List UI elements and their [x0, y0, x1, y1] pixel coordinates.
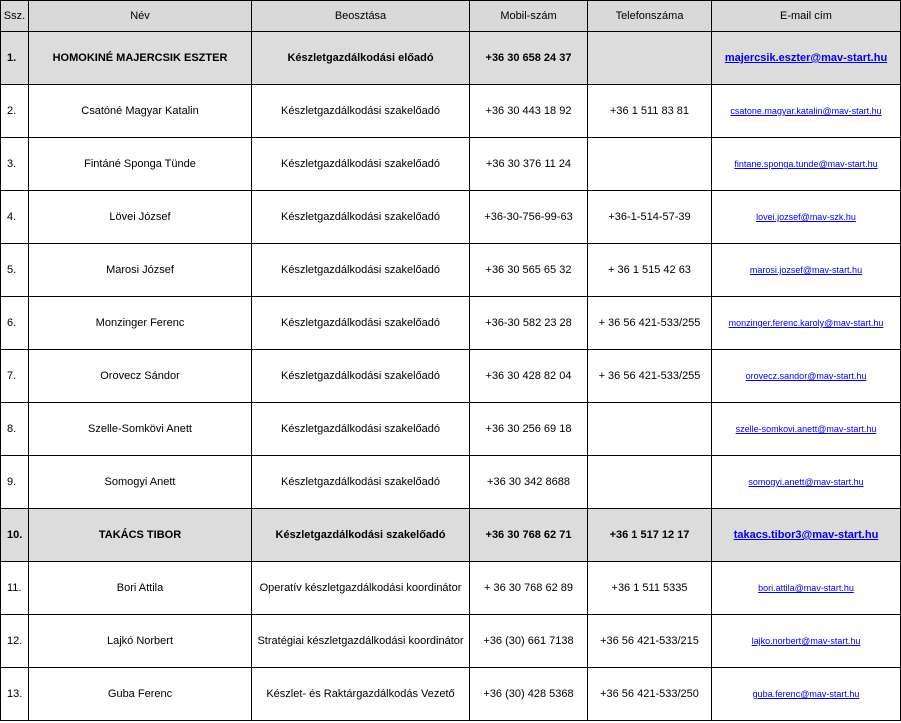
row-num: 6. [1, 297, 29, 350]
row-num: 4. [1, 191, 29, 244]
row-mobile: +36 (30) 428 5368 [470, 668, 588, 721]
row-name: HOMOKINÉ MAJERCSIK ESZTER [29, 32, 252, 85]
row-name: Orovecz Sándor [29, 350, 252, 403]
row-phone: + 36 56 421-533/255 [588, 297, 712, 350]
row-mobile: + 36 30 768 62 89 [470, 562, 588, 615]
email-link[interactable]: lajko.norbert@mav-start.hu [751, 636, 861, 646]
row-name: Marosi József [29, 244, 252, 297]
row-position: Stratégiai készletgazdálkodási koordinátor [252, 615, 470, 668]
table-row [1, 191, 901, 244]
row-num: 2. [1, 85, 29, 138]
email-link[interactable]: szelle-somkovi.anett@mav-start.hu [735, 424, 877, 434]
row-name: Fintáné Sponga Tünde [29, 138, 252, 191]
row-email-cell [712, 85, 901, 138]
row-mobile: +36 30 256 69 18 [470, 403, 588, 456]
row-position: Készletgazdálkodási szakelőadó [252, 297, 470, 350]
row-name: Somogyi Anett [29, 456, 252, 509]
row-email-cell [712, 297, 901, 350]
header-mobile: Mobil-szám [470, 1, 588, 32]
row-mobile: +36 30 443 18 92 [470, 85, 588, 138]
row-email-cell [712, 562, 901, 615]
row-email-cell [712, 456, 901, 509]
row-num: 5. [1, 244, 29, 297]
row-email-cell [712, 615, 901, 668]
row-position: Készletgazdálkodási szakelőadó [252, 244, 470, 297]
row-phone [588, 403, 712, 456]
row-email-cell [712, 32, 901, 85]
table-row [1, 615, 901, 668]
row-mobile: +36 30 658 24 37 [470, 32, 588, 85]
email-link[interactable]: monzinger.ferenc.karoly@mav-start.hu [728, 318, 884, 328]
row-position: Készletgazdálkodási szakelőadó [252, 456, 470, 509]
row-phone: + 36 56 421-533/255 [588, 350, 712, 403]
row-phone [588, 32, 712, 85]
row-email-cell [712, 668, 901, 721]
row-name: Lövei József [29, 191, 252, 244]
row-position: Készlet- és Raktárgazdálkodás Vezető [252, 668, 470, 721]
row-name: Szelle-Somkövi Anett [29, 403, 252, 456]
row-mobile: +36 30 342 8688 [470, 456, 588, 509]
table-row [1, 138, 901, 191]
row-phone: + 36 1 515 42 63 [588, 244, 712, 297]
row-mobile: +36 30 376 11 24 [470, 138, 588, 191]
row-phone [588, 456, 712, 509]
row-num: 11. [1, 562, 29, 615]
email-link[interactable]: takacs.tibor3@mav-start.hu [733, 529, 879, 541]
email-link[interactable]: guba.ferenc@mav-start.hu [752, 689, 860, 699]
table-row [1, 403, 901, 456]
row-phone: +36-1-514-57-39 [588, 191, 712, 244]
header-position: Beosztása [252, 1, 470, 32]
table-row [1, 456, 901, 509]
row-num: 1. [1, 32, 29, 85]
row-position: Készletgazdálkodási szakelőadó [252, 138, 470, 191]
row-phone: +36 1 511 83 81 [588, 85, 712, 138]
row-name: Monzinger Ferenc [29, 297, 252, 350]
email-link[interactable]: csatone.magyar.katalin@mav-start.hu [730, 106, 882, 116]
row-phone: +36 56 421-533/250 [588, 668, 712, 721]
table-row [1, 297, 901, 350]
row-num: 12. [1, 615, 29, 668]
table-row [1, 668, 901, 721]
row-num: 8. [1, 403, 29, 456]
row-position: Készletgazdálkodási szakelőadó [252, 403, 470, 456]
row-phone: +36 1 511 5335 [588, 562, 712, 615]
header-num: Ssz. [1, 1, 29, 32]
row-position: Készletgazdálkodási szakelőadó [252, 85, 470, 138]
table-row [1, 244, 901, 297]
table-row [1, 509, 901, 562]
row-mobile: +36 30 565 65 32 [470, 244, 588, 297]
email-link[interactable]: lovei.jozsef@mav-szk.hu [756, 212, 856, 222]
row-num: 13. [1, 668, 29, 721]
row-phone: +36 56 421-533/215 [588, 615, 712, 668]
row-mobile: +36 (30) 661 7138 [470, 615, 588, 668]
row-num: 9. [1, 456, 29, 509]
header-phone: Telefonszáma [588, 1, 712, 32]
row-email-cell [712, 403, 901, 456]
row-position: Készletgazdálkodási szakelőadó [252, 350, 470, 403]
row-phone: +36 1 517 12 17 [588, 509, 712, 562]
row-name: Bori Attila [29, 562, 252, 615]
row-name: Guba Ferenc [29, 668, 252, 721]
row-phone [588, 138, 712, 191]
row-position: Készletgazdálkodási szakelőadó [252, 509, 470, 562]
table-row [1, 562, 901, 615]
row-num: 10. [1, 509, 29, 562]
row-email-cell [712, 509, 901, 562]
row-name: TAKÁCS TIBOR [29, 509, 252, 562]
header-name: Név [29, 1, 252, 32]
row-mobile: +36 30 768 62 71 [470, 509, 588, 562]
row-position: Készletgazdálkodási előadó [252, 32, 470, 85]
row-email-cell [712, 244, 901, 297]
email-link[interactable]: somogyi.anett@mav-start.hu [748, 477, 864, 487]
email-link[interactable]: bori.attila@mav-start.hu [758, 583, 854, 593]
email-link[interactable]: fintane.sponga.tunde@mav-start.hu [734, 159, 878, 169]
row-num: 7. [1, 350, 29, 403]
table-row [1, 85, 901, 138]
table-row [1, 350, 901, 403]
row-email-cell [712, 191, 901, 244]
row-position: Készletgazdálkodási szakelőadó [252, 191, 470, 244]
email-link[interactable]: orovecz.sandor@mav-start.hu [745, 371, 867, 381]
header-row [1, 1, 901, 32]
row-email-cell [712, 350, 901, 403]
table-row [1, 32, 901, 85]
row-mobile: +36-30 582 23 28 [470, 297, 588, 350]
row-name: Lajkó Norbert [29, 615, 252, 668]
email-link[interactable]: majercsik.eszter@mav-start.hu [724, 52, 888, 64]
row-mobile: +36-30-756-99-63 [470, 191, 588, 244]
row-email-cell [712, 138, 901, 191]
row-name: Csatóné Magyar Katalin [29, 85, 252, 138]
row-position: Operatív készletgazdálkodási koordinátor [252, 562, 470, 615]
email-link[interactable]: marosi.jozsef@mav-start.hu [749, 265, 863, 275]
row-num: 3. [1, 138, 29, 191]
row-mobile: +36 30 428 82 04 [470, 350, 588, 403]
header-email: E-mail cím [712, 1, 901, 32]
